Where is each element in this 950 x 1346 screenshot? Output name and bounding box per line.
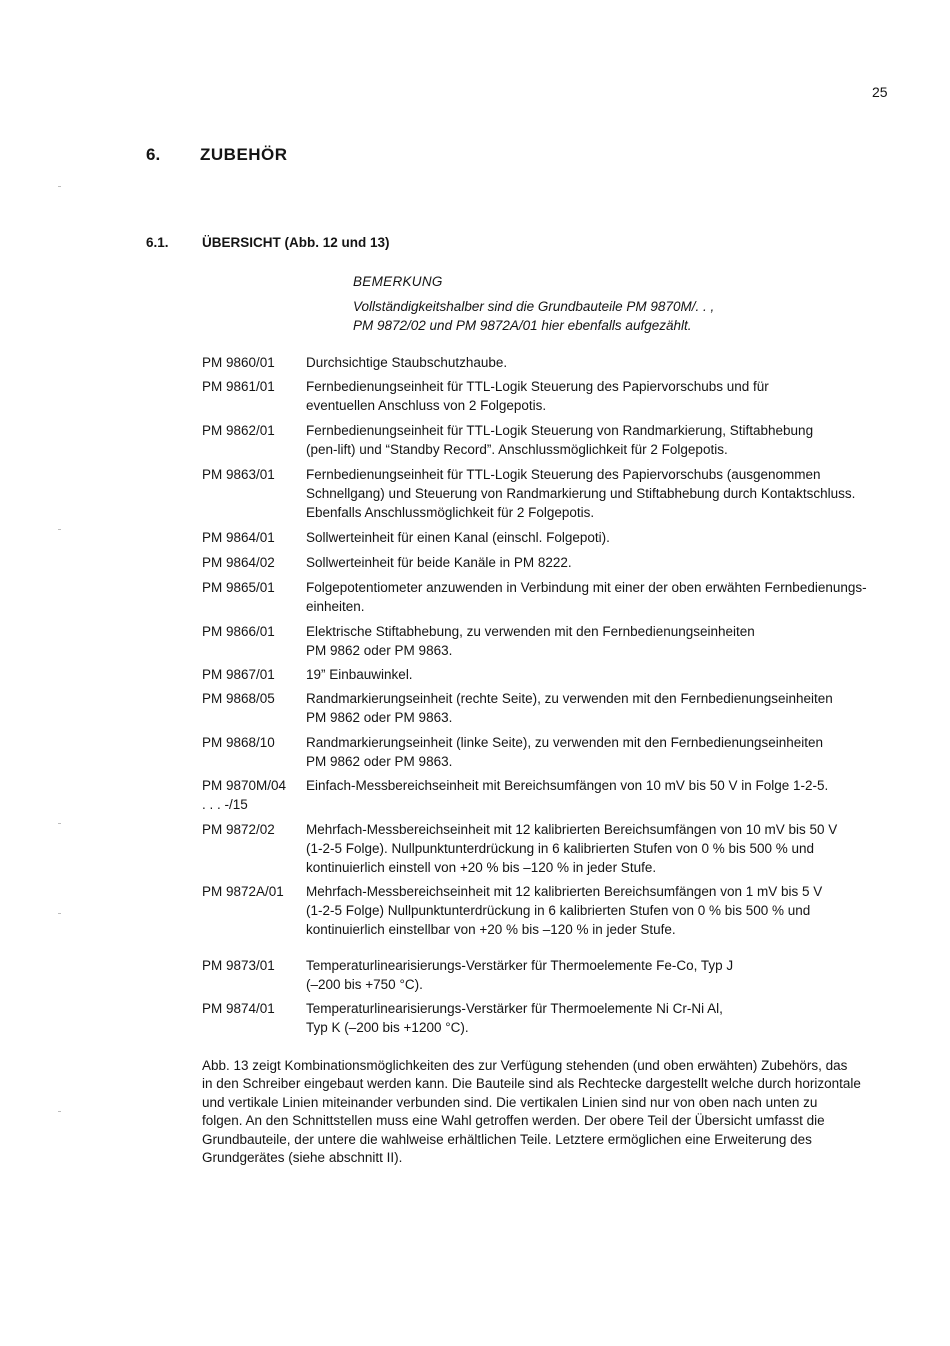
paragraph-line: Grundgerätes (siehe abschnitt II).	[202, 1150, 403, 1166]
description-line: (1-2-5 Folge). Nullpunktunterdrückung in 6 kalibrierten Stufen von 0 % bis 500 % und	[306, 841, 815, 856]
description-line: PM 9862 oder PM 9863.	[306, 754, 453, 769]
description-line: (1-2-5 Folge) Nullpunktunterdrückung in 6 kalibrierten Stufen von 0 % bis 500 % und	[306, 903, 811, 918]
description-line: kontinuierlich einstell von +20 % bis –120 % in jeder Stufe.	[306, 860, 657, 875]
paragraph-line: in den Schreiber eingebaut werden kann. Die Bauteile sind als Rechtecke dargestellt welche durch horizontale	[202, 1076, 861, 1092]
accessory-description	[306, 465, 906, 522]
description-line: (–200 bis +750 °C).	[306, 977, 423, 992]
accessory-description	[306, 999, 906, 1037]
description-line: Elektrische Stiftabhebung, zu verwenden mit den Fernbedienungseinheiten	[306, 624, 755, 639]
accessory-code: PM 9873/01	[202, 958, 275, 973]
description-line: Randmarkierungseinheit (linke Seite), zu verwenden mit den Fernbedienungseinheiten	[306, 735, 824, 750]
accessory-code: PM 9866/01	[202, 624, 275, 639]
description-line: Sollwerteinheit für beide Kanäle in PM 8222.	[306, 555, 572, 570]
paragraph-line: folgen. An den Schnittstellen muss eine Wahl getroffen werden. Der obere Teil der Übersicht umfasst die	[202, 1113, 825, 1129]
paragraph-line: Grundbauteile, der untere die wahlweise erhältlichen Teile. Letztere ermöglichen eine Erweiterung des	[202, 1131, 812, 1147]
accessory-description	[306, 776, 906, 795]
accessory-code: PM 9863/01	[202, 467, 275, 482]
accessory-code: PM 9874/01	[202, 1001, 275, 1016]
scan-speck	[58, 823, 61, 824]
description-line: Temperaturlinearisierungs-Verstärker für Thermoelemente Ni Cr-Ni Al,	[306, 1001, 723, 1016]
accessory-code: PM 9867/01	[202, 667, 275, 682]
accessory-code: PM 9864/01	[202, 530, 275, 545]
accessory-description	[306, 665, 906, 684]
description-line: Ebenfalls Anschlussmöglichkeit für 2 Folgepotis.	[306, 505, 595, 520]
accessory-description	[306, 733, 906, 771]
accessory-description	[306, 622, 906, 660]
description-line: Sollwerteinheit für einen Kanal (einschl. Folgepoti).	[306, 530, 610, 545]
description-line: Fernbedienungseinheit für TTL-Logik Steuerung des Papiervorschubs und für	[306, 379, 769, 394]
remark-line: PM 9872/02 und PM 9872A/01 hier ebenfalls aufgezählt.	[353, 318, 692, 333]
description-line: Durchsichtige Staubschutzhaube.	[306, 355, 508, 370]
description-line: Typ K (–200 bis +1200 °C).	[306, 1020, 469, 1035]
accessory-code: PM 9861/01	[202, 379, 275, 394]
accessory-description	[306, 528, 906, 547]
accessory-description	[306, 820, 906, 877]
accessory-code: PM 9868/10	[202, 735, 275, 750]
accessory-description	[306, 353, 906, 372]
scan-speck	[58, 186, 61, 187]
description-line: eventuellen Anschluss von 2 Folgepotis.	[306, 398, 547, 413]
accessory-code: PM 9872/02	[202, 822, 275, 837]
accessory-description	[306, 956, 906, 994]
accessory-description	[306, 377, 906, 415]
description-line: kontinuierlich einstellbar von +20 % bis –120 % in jeder Stufe.	[306, 922, 676, 937]
accessory-description	[306, 689, 906, 727]
description-line: Mehrfach-Messbereichseinheit mit 12 kalibrierten Bereichsumfängen von 10 mV bis 50 V	[306, 822, 838, 837]
accessory-code: PM 9865/01	[202, 580, 275, 595]
description-line: Schnellgang) und Steuerung von Randmarkierung und Stiftabhebung durch Kontaktschluss.	[306, 486, 856, 501]
paragraph-line: und vertikale Linien miteinander verbunden sind. Die vertikalen Linien sind nur von oben nach unten zu	[202, 1094, 818, 1110]
scan-speck	[58, 1111, 61, 1112]
accessory-code: PM 9868/05	[202, 691, 275, 706]
section-number: 6.1.	[146, 235, 169, 250]
page-number: 25	[872, 84, 888, 100]
accessory-description	[306, 882, 906, 939]
description-line: (pen-lift) und “Standby Record”. Anschlussmöglichkeit für 2 Folgepotis.	[306, 442, 728, 457]
description-line: Fernbedienungseinheit für TTL-Logik Steuerung des Papiervorschubs (ausgenommen	[306, 467, 821, 482]
remark-line: Vollständigkeitshalber sind die Grundbauteile PM 9870M/. . ,	[353, 299, 715, 314]
accessory-code: PM 9870M/04 . . . -/15	[202, 778, 287, 812]
accessory-code: PM 9864/02	[202, 555, 275, 570]
description-line: einheiten.	[306, 599, 365, 614]
description-line: 19” Einbauwinkel.	[306, 667, 413, 682]
description-line: Mehrfach-Messbereichseinheit mit 12 kalibrierten Bereichsumfängen von 1 mV bis 5 V	[306, 884, 823, 899]
accessory-description	[306, 421, 906, 459]
description-line: Einfach-Messbereichseinheit mit Bereichsumfängen von 10 mV bis 50 V in Folge 1-2-5.	[306, 778, 829, 793]
footer-paragraph	[202, 1057, 861, 1167]
description-line: PM 9862 oder PM 9863.	[306, 710, 453, 725]
accessory-code: PM 9860/01	[202, 355, 275, 370]
chapter-number: 6.	[146, 145, 161, 164]
description-line: Temperaturlinearisierungs-Verstärker für Thermoelemente Fe-Co, Typ J	[306, 958, 734, 973]
accessory-code: PM 9862/01	[202, 423, 275, 438]
accessory-description	[306, 553, 906, 572]
scan-speck	[58, 529, 61, 530]
section-title: ÜBERSICHT (Abb. 12 und 13)	[202, 235, 390, 250]
description-line: Randmarkierungseinheit (rechte Seite), zu verwenden mit den Fernbedienungseinheiten	[306, 691, 833, 706]
scan-speck	[58, 913, 61, 914]
description-line: PM 9862 oder PM 9863.	[306, 643, 453, 658]
accessory-code: PM 9872A/01	[202, 884, 284, 899]
chapter-title: ZUBEHÖR	[200, 145, 288, 164]
accessory-description	[306, 578, 906, 616]
paragraph-line: Abb. 13 zeigt Kombinationsmöglichkeiten des zur Verfügung stehenden (und oben erwähten) Zubehörs, das	[202, 1058, 848, 1073]
remark-heading: BEMERKUNG	[353, 274, 443, 289]
description-line: Fernbedienungseinheit für TTL-Logik Steuerung von Randmarkierung, Stiftabhebung	[306, 423, 814, 438]
description-line: Folgepotentiometer anzuwenden in Verbindung mit einer der oben erwähten Fernbedienungs-	[306, 580, 867, 595]
